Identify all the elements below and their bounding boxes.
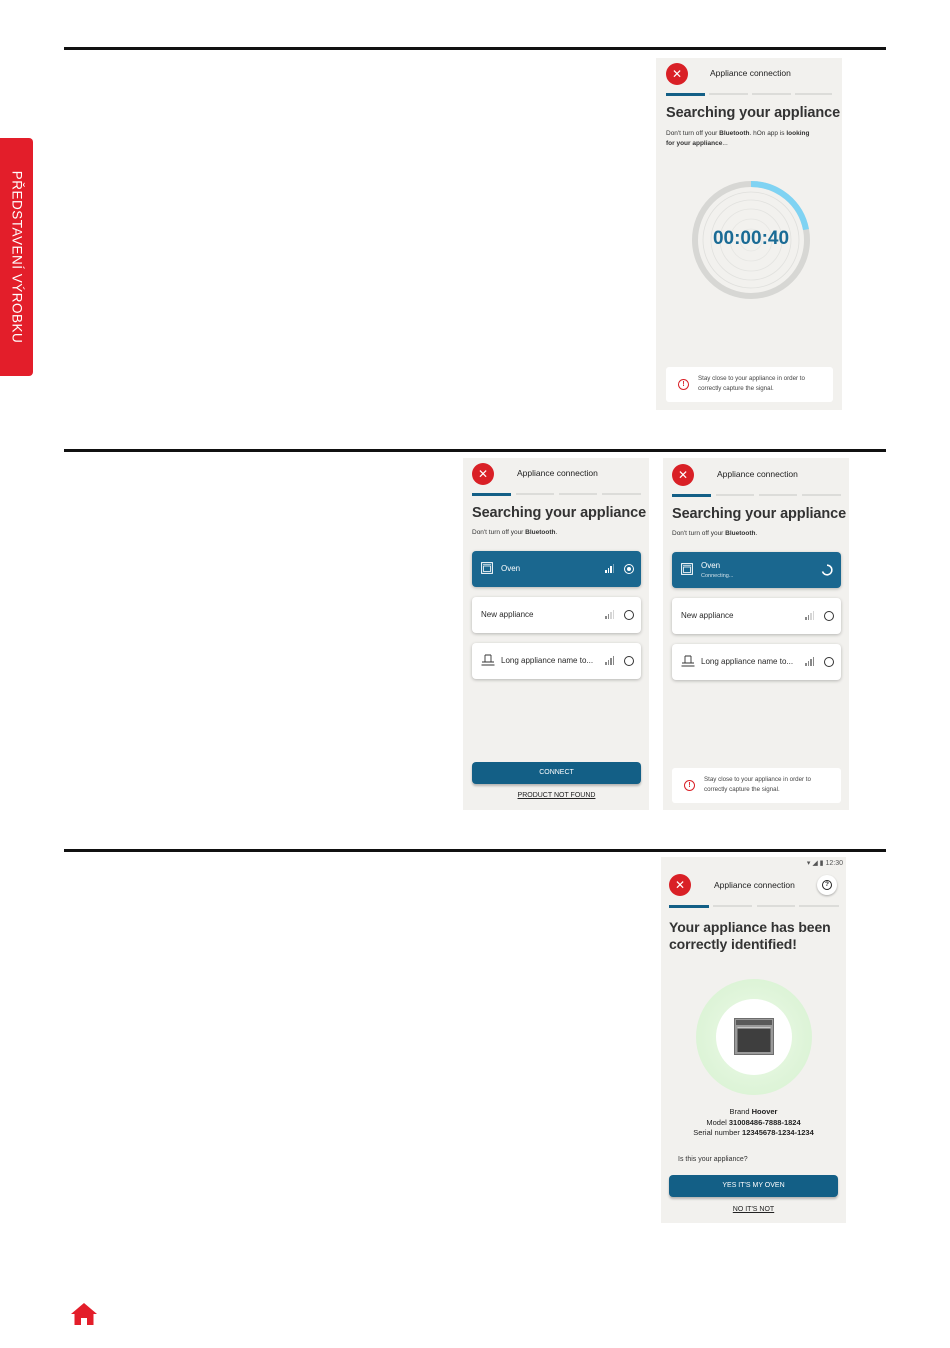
page-title: Your appliance has been correctly identified! (669, 919, 831, 952)
appliance-item-long-name[interactable] (472, 643, 641, 679)
page-subtitle: Don't turn off your Bluetooth. hOn app is looking for your appliance... (666, 130, 810, 147)
yes-its-my-oven-button[interactable]: YES IT'S MY OVEN (669, 1175, 838, 1197)
info-banner (666, 367, 833, 402)
close-icon[interactable]: ✕ (472, 463, 494, 485)
phone-screen-select-appliance (463, 458, 649, 810)
header-title: Appliance connection (714, 880, 795, 890)
status-bar (807, 859, 843, 867)
appliance-item-oven[interactable] (472, 551, 641, 587)
no-its-not-link[interactable]: NO IT'S NOT (732, 1206, 775, 1213)
signal-icon (805, 611, 815, 620)
signal-icon (605, 564, 615, 573)
phone-screen-identified (661, 857, 846, 1223)
warning-icon: ! (678, 379, 689, 390)
serial-row: Serial number 12345678-1234-1234 (693, 1128, 814, 1137)
signal-icon (605, 656, 615, 665)
section-side-tab (0, 138, 33, 376)
radio-unselected[interactable] (624, 610, 634, 620)
home-icon[interactable] (70, 1302, 98, 1326)
progress-steps (472, 493, 641, 495)
progress-steps (666, 93, 832, 95)
section-rule-bottom (64, 849, 886, 852)
signal-icon (805, 657, 815, 666)
close-icon[interactable]: ✕ (672, 464, 694, 486)
page-subtitle: Don't turn off your Bluetooth. (672, 530, 758, 537)
appliance-label: New appliance (481, 610, 534, 619)
header-title: Appliance connection (710, 68, 791, 78)
radio-unselected[interactable] (624, 656, 634, 666)
appliance-item-long-name[interactable] (672, 644, 841, 680)
appliance-label: Long appliance name to... (501, 656, 594, 665)
progress-steps (672, 494, 841, 496)
appliance-item-new[interactable] (472, 597, 641, 633)
timer-readout: 00:00:40 (712, 228, 790, 249)
appliance-item-oven[interactable] (672, 552, 841, 588)
connection-status: Connecting... (701, 573, 734, 579)
radio-unselected[interactable] (824, 657, 834, 667)
status-time: 12:30 (825, 860, 843, 867)
radio-selected[interactable] (624, 564, 634, 574)
section-rule-middle (64, 449, 886, 452)
page-title: Searching your appliance (666, 105, 841, 121)
info-banner (672, 768, 841, 803)
close-icon[interactable]: ✕ (669, 874, 691, 896)
appliance-label: Oven (701, 561, 721, 570)
battery-icon: ▮ (819, 860, 824, 867)
oven-image (734, 1018, 774, 1055)
warning-icon: ! (684, 780, 695, 791)
brand-row: Brand Hoover (729, 1107, 778, 1116)
appliance-label: Oven (501, 564, 521, 573)
signal-icon (605, 610, 615, 619)
confirm-question: Is this your appliance? (678, 1156, 748, 1163)
model-row: Model 31008486-7888-1824 (706, 1117, 801, 1127)
info-text: Stay close to your appliance in order to correctly capture the signal. (698, 375, 805, 392)
info-text: Stay close to your appliance in order to correctly capture the signal. (704, 776, 811, 793)
page-subtitle: Don't turn off your Bluetooth. (472, 529, 558, 536)
connect-button[interactable]: CONNECT (472, 762, 641, 784)
oven-icon (481, 562, 493, 574)
radio-unselected[interactable] (824, 611, 834, 621)
section-rule-top (64, 47, 886, 50)
wifi-icon: ▾ (806, 860, 811, 867)
appliance-label: Long appliance name to... (701, 657, 794, 666)
progress-steps (669, 905, 839, 907)
page-title: Searching your appliance (472, 505, 647, 521)
close-icon[interactable]: ✕ (666, 63, 688, 85)
appliance-details (661, 1107, 846, 1139)
page-title: Searching your appliance (672, 506, 847, 522)
help-icon[interactable]: ? (817, 875, 837, 895)
appliance-label: New appliance (681, 611, 734, 620)
phone-screen-connecting (663, 458, 849, 810)
header-title: Appliance connection (717, 469, 798, 479)
hood-icon (681, 655, 695, 667)
header-title: Appliance connection (517, 468, 598, 478)
phone-screen-searching-timer (656, 58, 842, 410)
hood-icon (481, 654, 495, 666)
appliance-item-new[interactable] (672, 598, 841, 634)
side-tab-label: PŘEDSTAVENÍ VÝROBKU (9, 170, 24, 344)
cellular-icon: ◢ (812, 860, 818, 867)
loading-spinner-icon (821, 564, 833, 576)
oven-icon (681, 563, 693, 575)
product-not-found-link[interactable]: PRODUCT NOT FOUND (517, 792, 596, 799)
